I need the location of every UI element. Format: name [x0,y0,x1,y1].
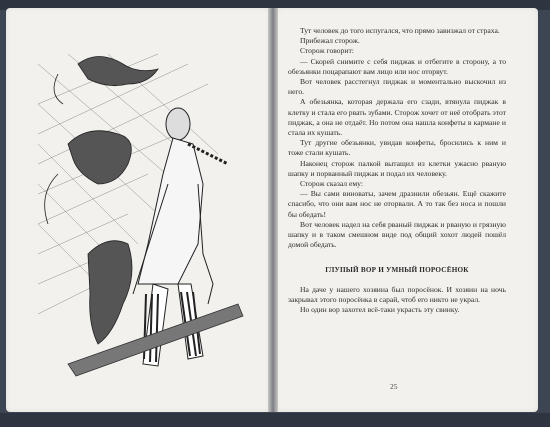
paragraph: Сторож сказал ему: [300,179,363,189]
paragraph: Тут человек до того испугался, что прямо завизжал от страха. [300,26,500,35]
cover-edge-bottom [0,413,550,427]
illustration-man-and-monkeys [28,44,254,380]
paragraph: Тут другие обезьянки, увидав конфеты, бросились к ним и тоже стали кушать. [288,138,506,158]
paragraph: А обезьянка, которая держала его сзади, втянула пиджак в клетку и стала его рвать зубами. Сторож хочет от неё отобрать этот пиджак, а она не отдаёт. Но потом она нашла конфеты в кармане и стала их кушать. [288,97,506,138]
page-text [288,26,506,315]
monkeys [45,57,158,345]
page-number: 25 [390,382,398,391]
paragraph: — Скорей снимите с себя пиджак и отбегите в сторону, а то обезьянки поцарапают вам лицо или нос оторвут. [288,56,506,76]
paragraph: На даче у нашего хозяина был поросёнок. И хозяин на ночь закрывал этого поросёнка в сарай, чтоб его никто не украл. [288,284,506,304]
paragraph: — Вы сами виноваты, зачем дразнили обезьян. Ещё скажите спасибо, что они вам нос не оторвали. А то так без носа и пошли бы обедать! [288,189,506,219]
paragraph: Сторож говорит: [300,46,354,56]
story-title: ГЛУПЫЙ ВОР И УМНЫЙ ПОРОСЁНОК [325,266,469,275]
paragraph: Прибежал сторож. [300,36,360,46]
book-gutter [268,8,278,412]
paragraph: Вот человек расстегнул пиджак и моментально выскочил из него. [288,77,506,97]
paragraph: Но один вор захотел всё-таки украсть эту свинку. [300,305,460,315]
paragraph: Вот человек надел на себя рваный пиджак и рваную и грязную шапку и в таком смешном виде под общий хохот людей пошёл домой обедать. [288,219,506,250]
paragraph: Наконец сторож палкой вытащил из клетки ужасно рваную шапку и порванный пиджак и подал их человеку. [288,158,506,178]
